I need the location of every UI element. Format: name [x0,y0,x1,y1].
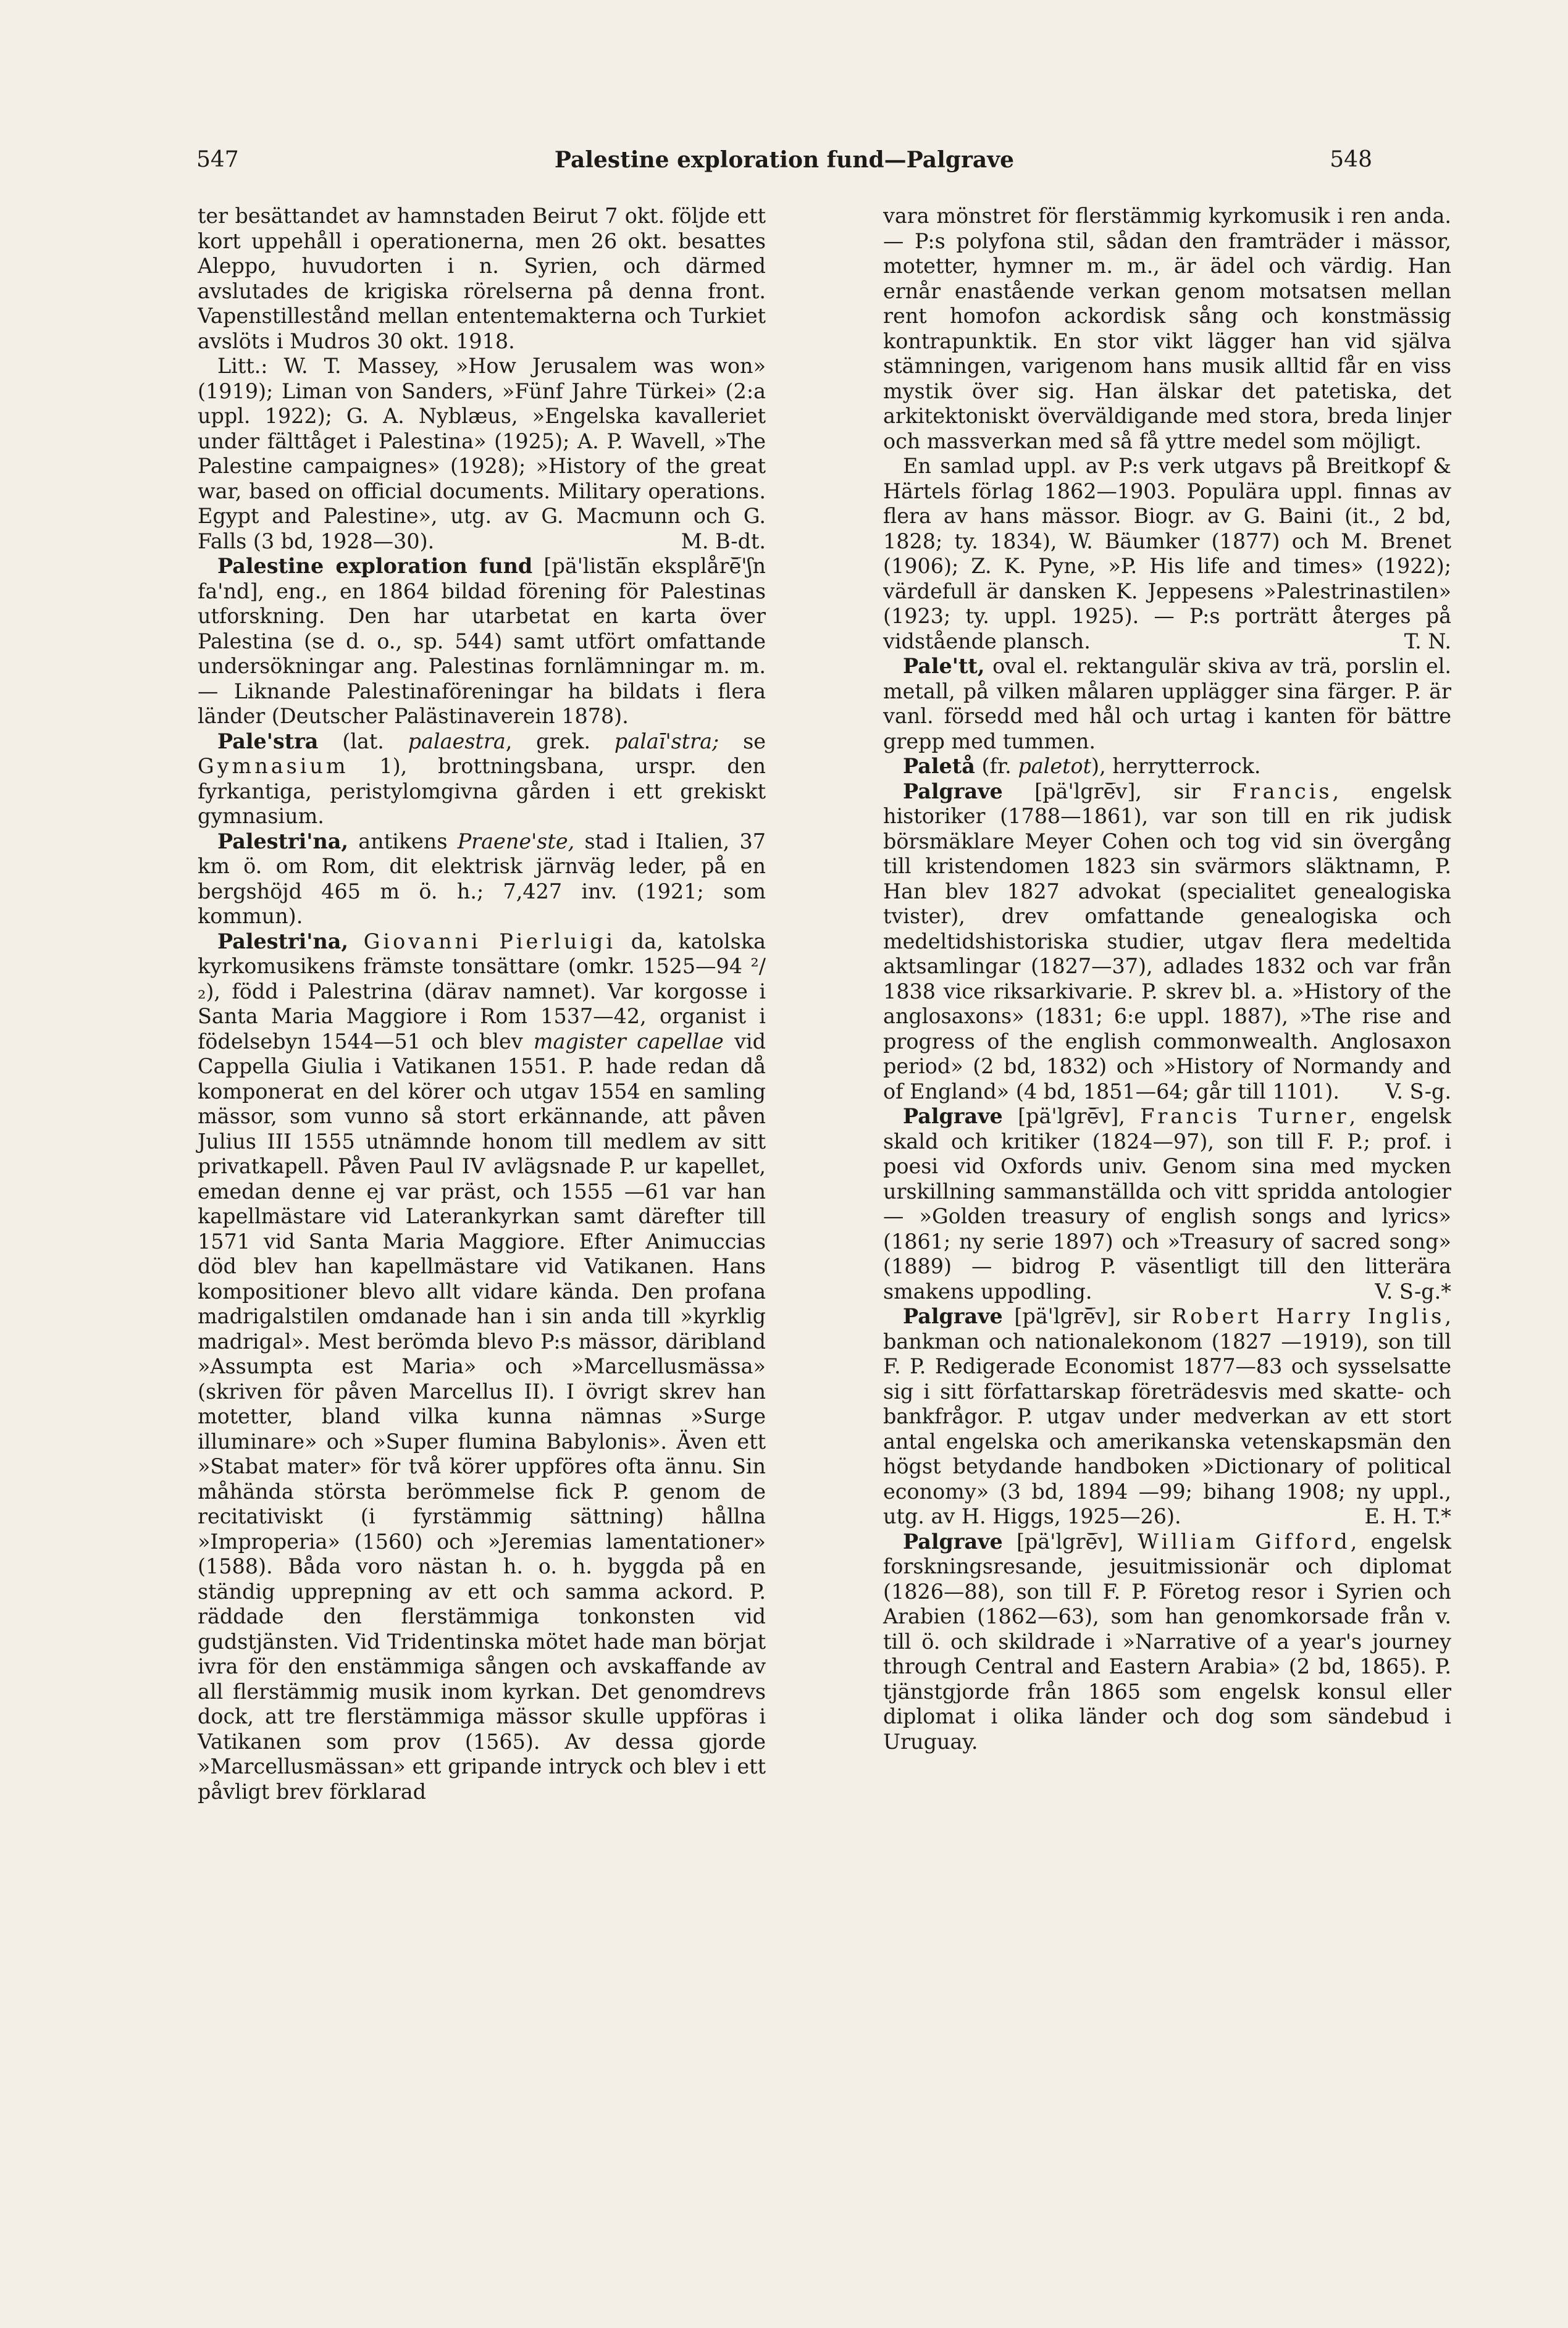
right-column [883,204,1451,1754]
entry-palestrina-town: Palestri'na, antikens Praene'ste, stad i Italien, 37 km ö. om Rom, dit elektrisk järnväg leder, på en bergshöjd 465 m ö. h.; 7,427 inv. (1921; som kommun). [198,829,766,928]
headword: Palgrave [903,1304,1003,1328]
entry-palestine-exploration-fund: Palestine exploration fund [pä'listä̅n eksplårē̅'ʃn fa'nd], eng., en 1864 bildad förening för Palestinas utforskning. Den har utarbetat en karta över Palestina (se d. o., sp. 544) samt utfört omfattande undersökningar ang. Palestinas fornlämningar m. m. — Liknande Palestinaföreningar ha bildats i flera länder (Deutscher Palästinaverein 1878). [198,554,766,728]
headword: Palgrave [903,779,1003,803]
literature-paragraph: Litt.: W. T. Massey, »How Jerusalem was won» (1919); Liman von Sanders, »Fünf Jahre Türkei» (2:a uppl. 1922); G. A. Nyblæus, »Engelska kavalleriet under fälttåget i Palestina» (1925); A. P. Wavell, »The Palestine campaignes» (1928); »History of the great war, based on official documents. Military operations. Egypt and Palestine», utg. av G. Macmunn och G. Falls (3 bd, 1928—30). M. B-dt. [198,354,766,553]
entry-palett: Pale'tt, oval el. rektangulär skiva av trä, porslin el. metall, på vilken målaren upplägger sina färger. P. är vanl. försedd med hål och urtag i kanten för bättre grepp med tummen. [883,654,1451,753]
headword: Pale'tt, [903,654,985,678]
author-signature: T. N. [1404,629,1451,653]
entry-palgrave-francis: Palgrave [pä'lgrē̅v], sir Francis, engelsk historiker (1788—1861), var son till en rik judisk börsmäklare Meyer Cohen och tog vid sin övergång till kristendomen 1823 sin svärmors släktnamn, P. Han blev 1827 advokat (specialitet genealogiska tvister), drev omfattande genealogiska och medeltidshistoriska studier, utgav flera medeltida aktsamlingar (1827—37), adlades 1832 och var från 1838 vice riksarkivarie. P. skrev bl. a. »History of the anglosaxons» (1831; 6:e uppl. 1887), »The rise and progress of the english commonwealth. Anglosaxon period» (2 bd, 1832) och »History of Normandy and of England» (4 bd, 1851—64; går till 1101). V. S-g. [883,779,1451,1103]
author-signature: V. S-g.* [1375,1279,1451,1304]
headword: Paletå [903,754,975,778]
entry-paleta: Paletå (fr. paletot), herrytterrock. [903,754,1261,778]
entry-palestra: Pale'stra (lat. palaestra, grek. palaī'stra; se Gymnasium 1), brottningsbana, urspr. den fyrkantiga, peristylomgivna gården i ett grekiskt gymnasium. [198,729,766,828]
entry-palgrave-francis-turner: Palgrave [pä'lgrē̅v], Francis Turner, engelsk skald och kritiker (1824—97), son till F. P.; prof. i poesi vid Oxfords univ. Genom sina med mycken urskillning sammanställda och vitt spridda antologier — »Golden treasury of english songs and lyrics» (1861; ny serie 1897) och »Treasury of sacred song» (1889) — bidrog P. väsentligt till den litterära smakens uppodling. V. S-g.* [883,1104,1451,1304]
author-signature: E. H. T.* [1364,1504,1451,1528]
entry-palgrave-william: Palgrave [pä'lgrē̅v], William Gifford, engelsk forskningsresande, jesuitmissionär och diplomat (1826—88), son till F. P. Företog resor i Syrien och Arabien (1862—63), som han genomkorsade från v. till ö. och skildrade i »Narrative of a year's journey through Central and Eastern Arabia» (2 bd, 1865). P. tjänstgjorde från 1865 som engelsk konsul eller diplomat i olika länder och dog som sändebud i Uruguay. [883,1529,1451,1754]
page-number-left: 547 [196,147,239,172]
entry-palgrave-robert: Palgrave [pä'lgrē̅v], sir Robert Harry Inglis, bankman och nationalekonom (1827 —1919), son till F. P. Redigerade Economist 1877—83 och sysselsatte sig i sitt författarskap företrädesvis med skatte- och bankfrågor. P. utgav under medverkan av ett stort antal engelska och amerikanska vetenskapsmän den högst betydande handboken »Dictionary of political economy» (3 bd, 1894 —99; bihang 1908; ny uppl., utg. av H. Higgs, 1925—26). E. H. T.* [883,1304,1451,1528]
headword: Pale'stra [217,729,319,753]
headword: Palgrave [903,1529,1003,1554]
entry-palestrina-composer: Palestri'na, Giovanni Pierluigi da, katolska kyrkomusikens främste tonsättare (omkr. 1525—94 ²/₂), född i Palestrina (därav namnet). Var korgosse i Santa Maria Maggiore i Rom 1537—42, organist i födelsebyn 1544—51 och blev magister capellae vid Cappella Giulia i Vatikanen 1551. P. hade redan då komponerat en del körer och utgav 1554 en samling mässor, som vunno så stort erkännande, att påven Julius III 1555 utnämnde honom till medlem av sitt privatkapell. Påven Paul IV avlägsnade P. ur kapellet, emedan denne ej var präst, och 1555 —61 var han kapellmästare vid Laterankyrkan samt därefter till 1571 vid Santa Maria Maggiore. Efter Animuccias död blev han kapellmästare vid Vatikanen. Hans kompositioner blevo allt vidare kända. Den profana madrigalstilen omdanade han i sin anda till »kyrklig madrigal». Mest berömda blevo P:s mässor, däribland »Assumpta est Maria» och »Marcellusmässa» (skriven för påven Marcellus II). I övrigt skrev han motetter, bland vilka kunna nämnas »Surge illuminare» och »Super flumina Babylonis». Även ett »Stabat mater» för två körer uppföres ofta ännu. Sin måhända största berömmelse fick P. genom de recitativiskt (i fyrstämmig sättning) hållna »Improperia» (1560) och »Jeremias lamentationer» (1588). Båda voro nästan h. o. h. byggda på en ständig upprepning av ett och samma ackord. P. räddade den flerstämmiga tonkonsten vid gudstjänsten. Vid Tridentinska mötet hade man börjat ivra för den enstämmiga sången och avskaffande av all flerstämmig musik inom kyrkan. Det genomdrevs dock, att tre flerstämmiga mässor skulle uppföras i Vatikanen som prov (1565). Av dessa gjorde »Marcellusmässan» ett gripande intryck och blev i ett påvligt brev förklarad [198,929,766,1804]
paragraph: vara mönstret för flerstämmig kyrkomusik i ren anda. — P:s polyfona stil, sådan den framträder i mässor, motetter, hymner m. m., är ädel och värdig. Han ernår enastående verkan genom motsatsen mellan rent homofon ackordisk sång och konstmässig kontrapunktik. En stor vikt lägger han vid själva stämningen, varigenom hans musik alltid får en viss mystik över sig. Han älskar det patetiska, det arkitektoniskt överväldigande med stora, breda linjer och massverkan med så få yttre medel som möjligt. [883,204,1451,453]
headword: Palestri'na, [217,929,349,953]
author-signature: M. B-dt. [681,529,766,553]
page-number-right: 548 [1330,147,1372,172]
left-column [198,204,766,1804]
author-signature: V. S-g. [1385,1079,1451,1103]
running-header [196,147,1372,182]
headword: Palestri'na, [217,829,349,853]
literature-paragraph: En samlad uppl. av P:s verk utgavs på Breitkopf & Härtels förlag 1862—1903. Populära uppl. finnas av flera av hans mässor. Biogr. av G. Baini (it., 2 bd, 1828; ty. 1834), W. Bäumker (1877) och M. Brenet (1906); Z. K. Pyne, »P. His life and times» (1922); värdefull är dansken K. Jeppesens »Palestrinastilen» (1923; ty. uppl. 1925). — P:s porträtt återges på vidstående plansch. T. N. [883,454,1451,653]
headword: Palestine exploration fund [217,554,533,578]
paragraph: ter besättandet av hamnstaden Beirut 7 okt. följde ett kort uppehåll i operationerna, men 26 okt. besattes Aleppo, huvudorten i n. Syrien, och därmed avslutades de krigiska rörelserna på denna front. Vapenstillestånd mellan ententemakterna och Turkiet avslöts i Mudros 30 okt. 1918. [198,204,766,353]
running-title: Palestine exploration fund—Palgrave [554,147,1015,173]
headword: Palgrave [903,1104,1003,1128]
